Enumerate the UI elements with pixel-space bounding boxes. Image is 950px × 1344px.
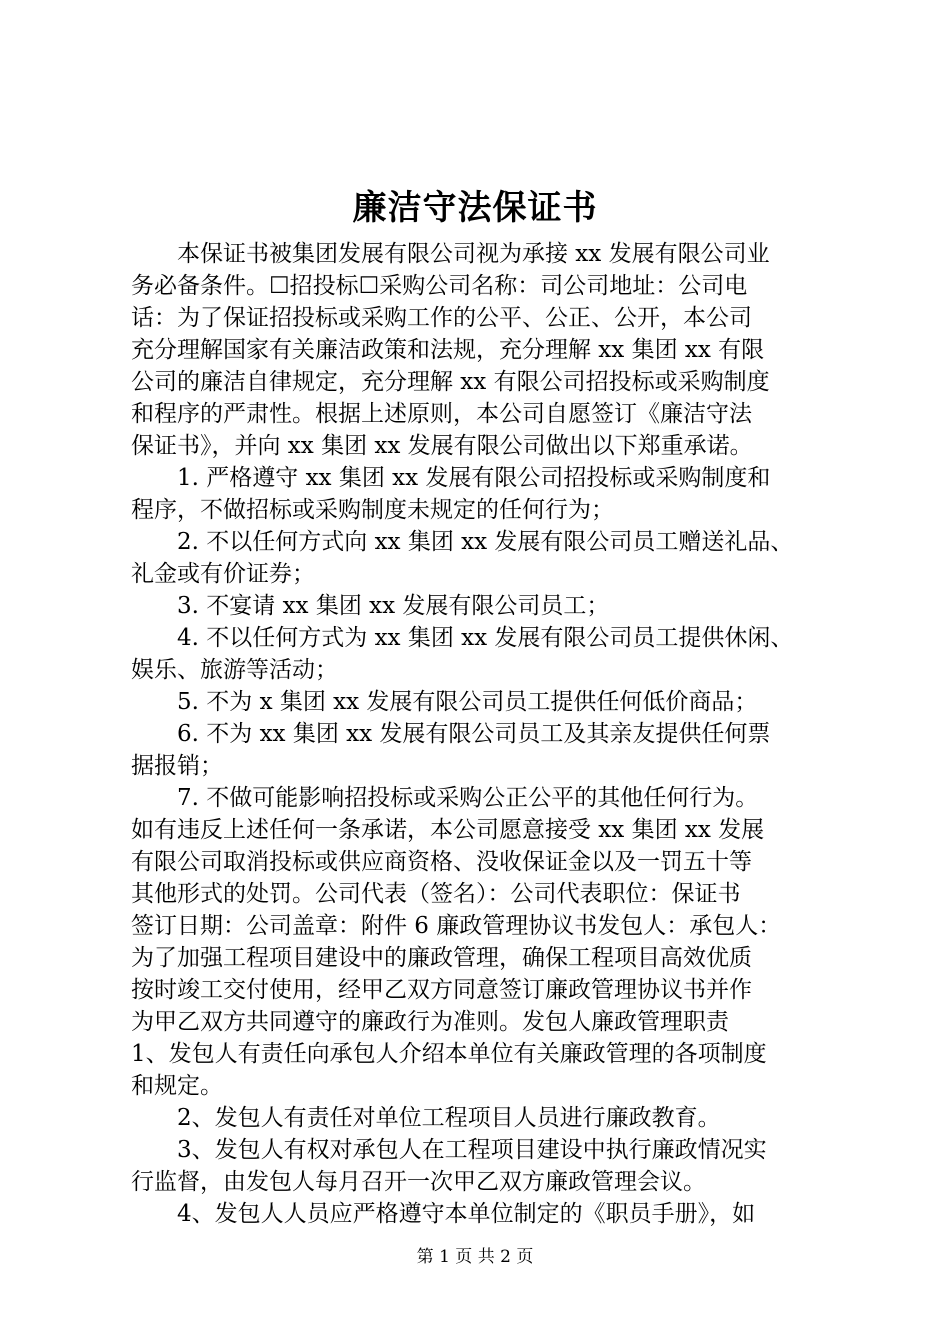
body-line: 和程序的严肃性。根据上述原则，本公司自愿签订《廉洁守法 <box>131 401 752 427</box>
body-line: 本保证书被集团发展有限公司视为承接 xx 发展有限公司业 <box>131 241 770 267</box>
body-line: 2. 不以任何方式向 xx 集团 xx 发展有限公司员工赠送礼品、 <box>131 529 794 555</box>
body-line: 话：为了保证招投标或采购工作的公平、公正、公开，本公司 <box>131 305 752 331</box>
body-line: 6. 不为 xx 集团 xx 发展有限公司员工及其亲友提供任何票 <box>131 721 771 747</box>
body-line: 和规定。 <box>131 1073 223 1099</box>
body-line: 有限公司取消投标或供应商资格、没收保证金以及一罚五十等 <box>131 849 752 875</box>
body-line: 娱乐、旅游等活动； <box>131 657 338 683</box>
body-line: 充分理解国家有关廉洁政策和法规，充分理解 xx 集团 xx 有限 <box>131 337 765 363</box>
body-line: 1. 严格遵守 xx 集团 xx 发展有限公司招投标或采购制度和 <box>131 465 771 491</box>
document-title: 廉洁守法保证书 <box>352 188 598 228</box>
body-line: 行监督，由发包人每月召开一次甲乙双方廉政管理会议。 <box>131 1169 706 1195</box>
body-line: 礼金或有价证券； <box>131 561 315 587</box>
body-line: 保证书》，并向 xx 集团 xx 发展有限公司做出以下郑重承诺。 <box>131 433 753 459</box>
body-line: 公司的廉洁自律规定，充分理解 xx 有限公司招投标或采购制度 <box>131 369 770 395</box>
body-line: 7. 不做可能影响招投标或采购公正公平的其他任何行为。 <box>131 785 759 811</box>
body-line: 3、发包人有权对承包人在工程项目建设中执行廉政情况实 <box>131 1137 767 1163</box>
body-line: 签订日期：公司盖章：附件 6 廉政管理协议书发包人：承包人： <box>131 913 782 939</box>
body-line: 按时竣工交付使用，经甲乙双方同意签订廉政管理协议书并作 <box>131 977 752 1003</box>
page-number-footer: 第 1 页 共 2 页 <box>416 1247 534 1267</box>
body-line: 1、发包人有责任向承包人介绍本单位有关廉政管理的各项制度 <box>131 1041 767 1067</box>
body-line: 如有违反上述任何一条承诺，本公司愿意接受 xx 集团 xx 发展 <box>131 817 765 843</box>
body-line: 5. 不为 x 集团 xx 发展有限公司员工提供任何低价商品； <box>131 689 758 715</box>
body-line: 务必备条件。☐招投标☐采购公司名称：司公司地址：公司电 <box>131 273 748 299</box>
body-line: 其他形式的处罚。公司代表（签名）：公司代表职位：保证书 <box>131 881 741 907</box>
body-line: 4、发包人人员应严格遵守本单位制定的《职员手册》，如 <box>131 1201 756 1227</box>
body-line: 3. 不宴请 xx 集团 xx 发展有限公司员工； <box>131 593 610 619</box>
document-body <box>131 238 831 1230</box>
body-line: 2、发包人有责任对单位工程项目人员进行廉政教育。 <box>131 1105 721 1131</box>
body-line: 为甲乙双方共同遵守的廉政行为准则。发包人廉政管理职责 <box>131 1009 729 1035</box>
body-line: 为了加强工程项目建设中的廉政管理，确保工程项目高效优质 <box>131 945 752 971</box>
body-line: 4. 不以任何方式为 xx 集团 xx 发展有限公司员工提供休闲、 <box>131 625 794 651</box>
body-line: 据报销； <box>131 753 223 779</box>
body-line: 程序，不做招标或采购制度未规定的任何行为； <box>131 497 614 523</box>
